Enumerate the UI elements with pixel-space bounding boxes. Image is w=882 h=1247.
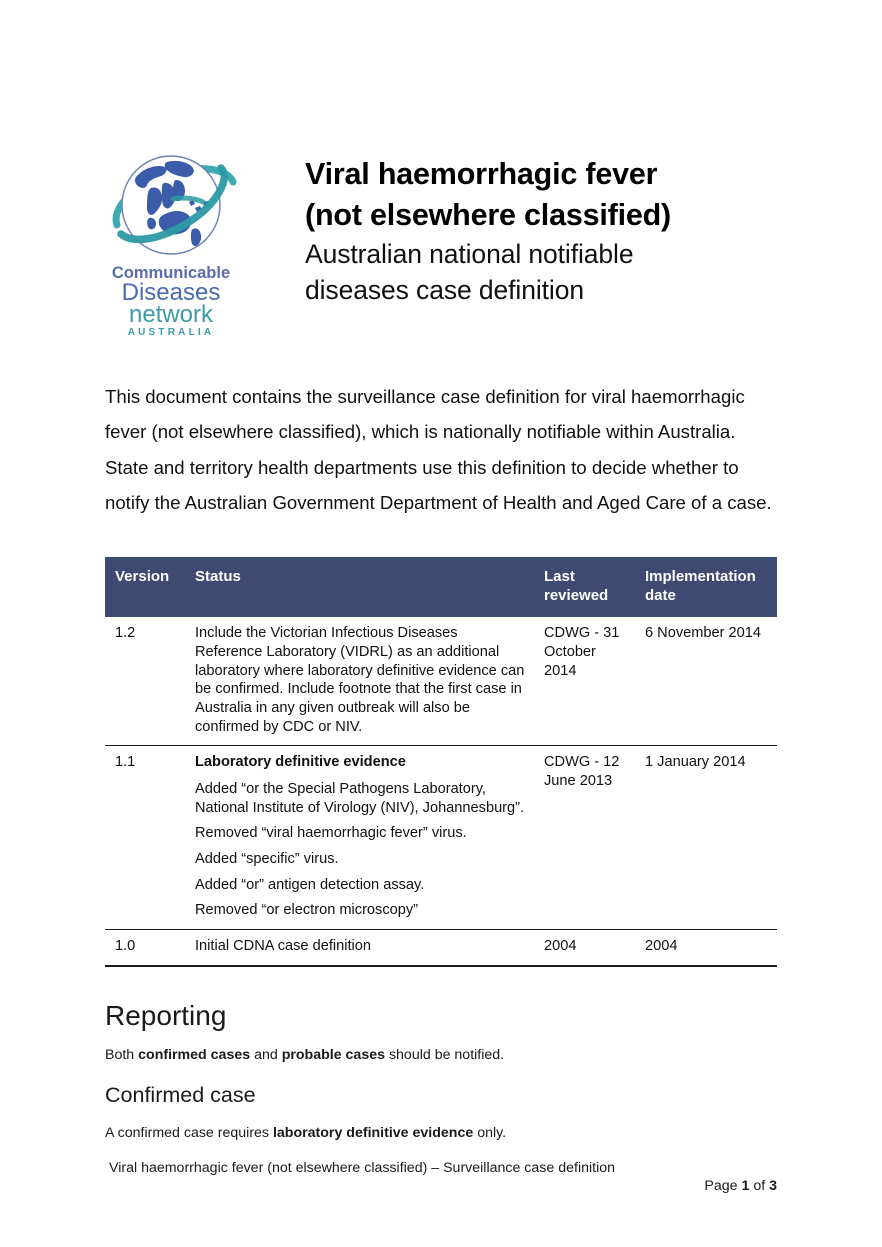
confirmed-text-pre: A confirmed case requires <box>105 1125 273 1141</box>
column-header-status: Status <box>187 557 536 617</box>
page-subtitle <box>305 237 785 308</box>
version-history-table <box>105 557 777 967</box>
status-line: Removed “or electron microscopy” <box>195 902 419 919</box>
cell-implementation-date: 1 January 2014 <box>637 746 777 930</box>
page-title <box>305 154 785 235</box>
cell-implementation-date: 6 November 2014 <box>637 617 777 746</box>
confirmed-text-post: only. <box>473 1125 507 1141</box>
cell-last-reviewed: CDWG - 31 October 2014 <box>536 617 637 746</box>
logo-word-diseases: Diseases <box>121 279 221 306</box>
column-header-version: Version <box>105 557 187 617</box>
logo-word-network: network <box>128 301 214 328</box>
footer-page-mid: of <box>749 1178 770 1194</box>
cell-status <box>187 617 536 746</box>
footer-page-total: 3 <box>769 1178 777 1194</box>
title-block <box>237 128 785 308</box>
logo-word-communicable: Communicable <box>111 264 231 282</box>
logo-word-australia: AUSTRALIA <box>127 327 215 335</box>
reporting-term-probable-cases: probable cases <box>281 1047 385 1063</box>
status-line: Removed “viral haemorrhagic fever” virus. <box>195 825 467 842</box>
cell-status <box>187 746 536 930</box>
page-title-line1: Viral haemorrhagic fever <box>305 157 658 191</box>
cell-version: 1.2 <box>105 617 187 746</box>
version-history-table-wrapper <box>105 557 777 967</box>
status-line: Initial CDNA case definition <box>195 938 372 955</box>
table-header <box>105 557 777 617</box>
page-subtitle-line1: Australian national notifiable <box>305 239 634 270</box>
reporting-text-pre: Both <box>105 1047 139 1063</box>
intro-paragraph: This document contains the surveillance case definition for viral haemorrhagic fever (not elsewhere classified), which is nationally notifiable within Australia. State and territory health departments use this definition to decide whether to notify the Australian Government Department of Health and Aged Care of a case. <box>105 385 772 514</box>
table-row <box>105 617 777 746</box>
cell-last-reviewed: 2004 <box>536 930 637 966</box>
footer-document-title: Viral haemorrhagic fever (not elsewhere classified) – Surveillance case definition <box>109 1160 616 1176</box>
status-line: Added “or the Special Pathogens Laboratory, National Institute of Virology (NIV), Johannesburg”. <box>195 781 525 816</box>
reporting-text-mid: and <box>250 1047 282 1063</box>
status-line-bold: Laboratory definitive evidence <box>195 754 406 771</box>
reporting-paragraph <box>105 1046 777 1065</box>
section-heading-confirmed-case: Confirmed case <box>105 1083 256 1107</box>
footer-page-pre: Page <box>704 1178 742 1194</box>
cdna-logo-graphic <box>105 130 237 335</box>
status-line: Added “or” antigen detection assay. <box>195 876 425 893</box>
cell-status <box>187 930 536 966</box>
confirmed-case-paragraph <box>105 1124 777 1143</box>
table-row <box>105 930 777 966</box>
cell-implementation-date: 2004 <box>637 930 777 966</box>
reporting-text-post: should be notified. <box>385 1047 505 1063</box>
footer-page-number <box>704 1178 777 1194</box>
column-header-implementation-date: Implementation date <box>637 557 777 617</box>
document-header <box>105 128 785 335</box>
cell-version: 1.1 <box>105 746 187 930</box>
cdna-logo <box>105 128 237 335</box>
column-header-last-reviewed: Last reviewed <box>536 557 637 617</box>
reporting-term-confirmed-cases: confirmed cases <box>138 1047 251 1063</box>
table-header-row <box>105 557 777 617</box>
cell-last-reviewed: CDWG - 12 June 2013 <box>536 746 637 930</box>
cell-version: 1.0 <box>105 930 187 966</box>
page-title-line2: (not elsewhere classified) <box>305 197 672 232</box>
status-line: Added “specific” virus. <box>195 851 339 868</box>
section-heading-reporting: Reporting <box>105 1000 227 1031</box>
table-body <box>105 617 777 965</box>
confirmed-term-lab-definitive-evidence: laboratory definitive evidence <box>272 1125 474 1141</box>
page-subtitle-line2: diseases case definition <box>305 274 584 305</box>
table-row <box>105 746 777 930</box>
status-line: Include the Victorian Infectious Diseases Reference Laboratory (VIDRL) as an additional laboratory where laboratory definitive evidence can be confirmed. Include footnote that the first case in Australia in any given outbreak will also be confirmed by CDC or NIV. <box>195 625 525 735</box>
footer-page-current: 1 <box>741 1178 750 1194</box>
